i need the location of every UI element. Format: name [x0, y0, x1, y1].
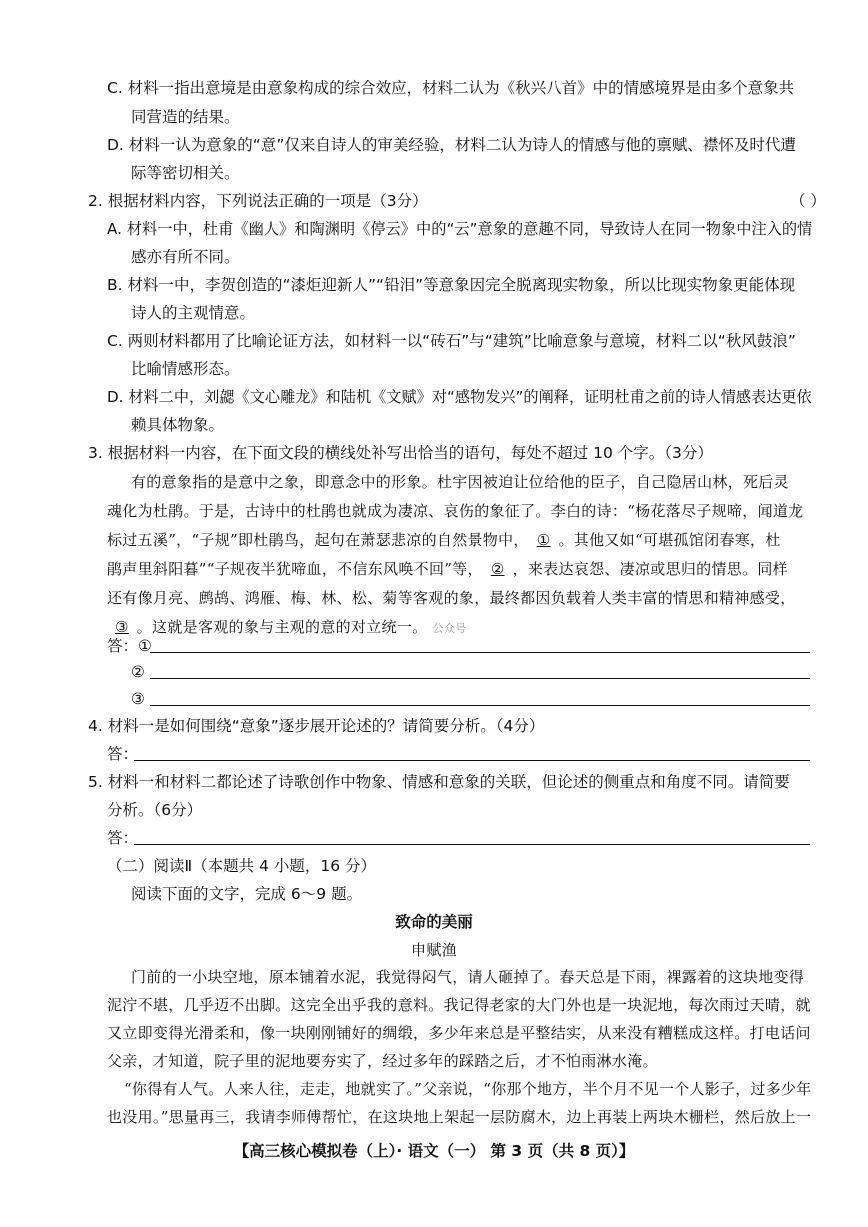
passage-text: 鹃声里斜阳暮”“子规夜半犹啼血，不信东风唤不回”等，	[107, 560, 483, 578]
answer-label-3-2: ②	[131, 663, 145, 681]
option-c-line2: 同营造的结果。	[131, 108, 240, 126]
passage-text: 。其他又如“可堪孤馆闭春寒，杜	[558, 531, 781, 549]
blank-1: ①	[536, 531, 551, 549]
passage-text: 标过五溪”，“子规”即杜鹃鸟，起句在萧瑟悲凉的自然景物中，	[107, 531, 529, 549]
article-line: 父亲，才知道，院子里的泥地要夯实了，经过多年的踩踏之后，才不怕雨淋水淹。	[107, 1052, 658, 1070]
passage-text: ，来表达哀怨、凄凉或思归的情思。同样	[512, 560, 788, 578]
option-c-line1: C. 材料一指出意境是由意象构成的综合效应，材料二认为《秋兴八首》中的情感境界是由多个意象共	[107, 79, 795, 97]
q2-option-a-line2: 感亦有所不同。	[131, 248, 240, 266]
article-title: 致命的美丽	[395, 913, 473, 931]
article-author: 申赋渔	[411, 941, 457, 959]
article-line: 又立即变得光滑柔和，像一块刚刚铺好的绸缎，多少年来总是平整结实，从来没有糟糕成这样。打电话问	[107, 1024, 811, 1042]
blank-2: ②	[490, 560, 505, 578]
option-d-line1: D. 材料一认为意象的“意”仅来自诗人的审美经验，材料二认为诗人的情感与他的禀赋、襟怀及时代遭	[107, 136, 796, 154]
answer-label-3-3: ③	[131, 690, 145, 708]
option-d-line2: 际等密切相关。	[131, 164, 240, 182]
answer-label-3-1: 答：①	[107, 637, 152, 655]
reading-instruction: 阅读下面的文字，完成 6～9 题。	[131, 885, 363, 903]
question-5-line1: 5. 材料一和材料二都论述了诗歌创作中物象、情感和意象的关联，但论述的侧重点和角度不同。请简要	[88, 773, 790, 791]
question-3: 3. 根据材料一内容，在下面文段的横线处补写出恰当的语句，每处不超过 10 个字。（3分）	[88, 444, 713, 462]
watermark: 公众号	[432, 622, 467, 635]
answer-line[interactable]	[150, 705, 810, 706]
passage-line	[107, 558, 788, 580]
question-5-line2: 分析。（6分）	[107, 801, 203, 819]
q2-option-a-line1: A. 材料一中，杜甫《幽人》和陶渊明《停云》中的“云”意象的意趣不同，导致诗人在同一物象中注入的情	[107, 220, 813, 238]
page-footer: 【高三核心模拟卷（上）· 语文（一） 第 3 页（共 8 页）】	[233, 1142, 635, 1160]
blank-3: ③	[115, 618, 129, 636]
q2-option-c-line1: C. 两则材料都用了比喻论证方法，如材料一以“砖石”与“建筑”比喻意象与意境，材料二以“秋风鼓浪”	[107, 332, 796, 350]
q2-option-d-line1: D. 材料二中，刘勰《文心雕龙》和陆机《文赋》对“感物发兴”的阐释，证明杜甫之前的诗人情感表达更依	[107, 388, 812, 406]
passage-line: 还有像月亮、鹧鸪、鸿雁、梅、林、松、菊等客观的象，最终都因负载着人类丰富的情思和精神感受，	[107, 589, 796, 607]
article-line: 也没用。”思量再三，我请李师傅帮忙，在这块地上架起一层防腐木，边上再装上两块木栅栏，然后放上一	[107, 1108, 812, 1126]
answer-label-5: 答：	[107, 829, 139, 847]
answer-line[interactable]	[150, 652, 810, 653]
article-line: 泥泞不堪，几乎迈不出脚。这完全出乎我的意料。我记得老家的大门外也是一块泥地，每次雨过天晴，就	[107, 996, 811, 1014]
answer-line[interactable]	[134, 760, 810, 761]
question-2: 2. 根据材料内容，下列说法正确的一项是（3分）	[88, 192, 428, 210]
passage-text: 。这就是客观的象与主观的意的对立统一。	[136, 618, 428, 636]
passage-line	[107, 529, 781, 551]
passage-line: 魂化为杜鹃。于是，古诗中的杜鹃也就成为凄凉、哀伤的象征了。李白的诗：“杨花落尽子规啼，闻道龙	[107, 502, 804, 520]
section-heading: （二）阅读Ⅱ（本题共 4 小题，16 分）	[107, 857, 376, 875]
q2-option-d-line2: 赖具体物象。	[131, 416, 225, 434]
article-line: 门前的一小块空地，原本铺着水泥，我觉得闷气，请人砸掉了。春天总是下雨，裸露着的这块地变得	[131, 968, 805, 986]
question-4: 4. 材料一是如何围绕“意象”逐步展开论述的？请简要分析。（4分）	[88, 717, 545, 735]
passage-line: 有的意象指的是意中之象，即意念中的形象。杜宇因被迫让位给他的臣子，自己隐居山林，死后灵	[131, 473, 789, 491]
article-line: “你得有人气。人来人往，走走，地就实了。”父亲说，“你那个地方，半个月不见一个人影子，过多少年	[124, 1080, 812, 1098]
q2-option-c-line2: 比喻情感形态。	[131, 360, 240, 378]
passage-line	[107, 616, 466, 640]
answer-line[interactable]	[150, 678, 810, 679]
q2-option-b-line2: 诗人的主观情意。	[131, 304, 256, 322]
answer-label-4: 答：	[107, 745, 139, 763]
answer-parentheses: （ ）	[790, 192, 826, 210]
q2-option-b-line1: B. 材料一中，李贺创造的“漆炬迎新人”“铅泪”等意象因完全脱离现实物象，所以比现实物象更能体现	[107, 276, 796, 294]
answer-line[interactable]	[134, 844, 810, 845]
